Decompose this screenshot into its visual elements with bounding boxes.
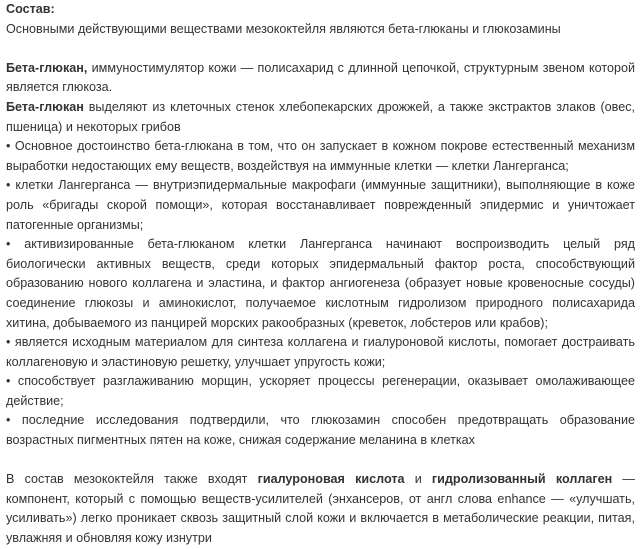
bullet-item-6: • последние исследования подтвердили, что глюкозамин способен предотвращать образование возрастных пигментных пятен на коже, снижая содержание меланина в клетках xyxy=(6,413,635,448)
bullet-item-1: • Основное достоинство бета-глюкана в том, что он запускает в кожном покрове естественный механизм выработки недостающих ему веществ, воздействуя на иммунные клетки — клетки Лангерганса; xyxy=(6,139,635,173)
intro-paragraph: Основными действующими веществами мезококтейля являются бета-глюканы и глюкозамины xyxy=(6,21,561,36)
bullet-item-5: • способствует разглаживанию морщин, ускоряет процессы регенерации, оказывает омолаживающее действие; xyxy=(6,374,635,408)
section-heading: Состав: xyxy=(6,2,55,16)
beta-glucan-source xyxy=(6,98,635,137)
term-hydrolyzed-collagen: гидролизованный коллаген xyxy=(431,472,613,487)
bullet-item-4: • является исходным материалом для синтеза коллагена и гиалуроновой кислоты, помогает достраивать коллагеновую и эластиновую решетку, улучшает упругость кожи; xyxy=(6,335,635,369)
closing-text-1: В состав мезококтейля также входят xyxy=(6,472,258,487)
closing-text-3: — компонент, который с помощью веществ-усилителей (энхансеров, от англ слова enhance — «улучшать, усиливать») легко проникает сквозь защитный слой кожи и включается в метаболические реакции, питая, увлажняя и обновляя кожу изнутри xyxy=(6,472,635,546)
term-beta-glucan: Бета-глюкан, xyxy=(6,60,88,75)
definition-text: иммуностимулятор кожи — полисахарид с длинной цепочкой, структурным звеном которой является глюкоза. xyxy=(6,60,635,95)
term-hyaluronic-acid: гиалуроновая кислота xyxy=(257,472,405,487)
source-text: выделяют из клеточных стенок хлебопекарских дрожжей, а также экстрактов злаков (овес, пшеница) и некоторых грибов xyxy=(6,99,635,134)
spacer xyxy=(6,39,635,59)
closing-paragraph xyxy=(6,470,635,548)
bullet-item-2: • клетки Лангерганса — внутриэпидермальные макрофаги (иммунные защитники), выполняющие в коже роль «бригады скорой помощи», которая восстанавливает поврежденный эпидермис и уничтожает патогенные организмы; xyxy=(6,178,635,232)
spacer-2 xyxy=(6,451,635,471)
bullet-item-3: • активизированные бета-глюканом клетки Лангерганса начинают воспроизводить целый ряд биологически активных веществ, среди которых эпидермальный фактор роста, способствующий образованию нового коллагена и эластина, и фактор ангиогенеза (образует новые кровеносные сосуды) соединение глюкозы и аминокислот, получаемое кислотным гидролизом природного полисахарида хитина, добываемого из панцирей морских ракообразных (креветок, лобстеров или крабов); xyxy=(6,237,635,330)
closing-text-2: и xyxy=(404,472,432,487)
term-beta-glucan-2: Бета-глюкан xyxy=(6,99,84,114)
beta-glucan-definition xyxy=(6,59,635,98)
